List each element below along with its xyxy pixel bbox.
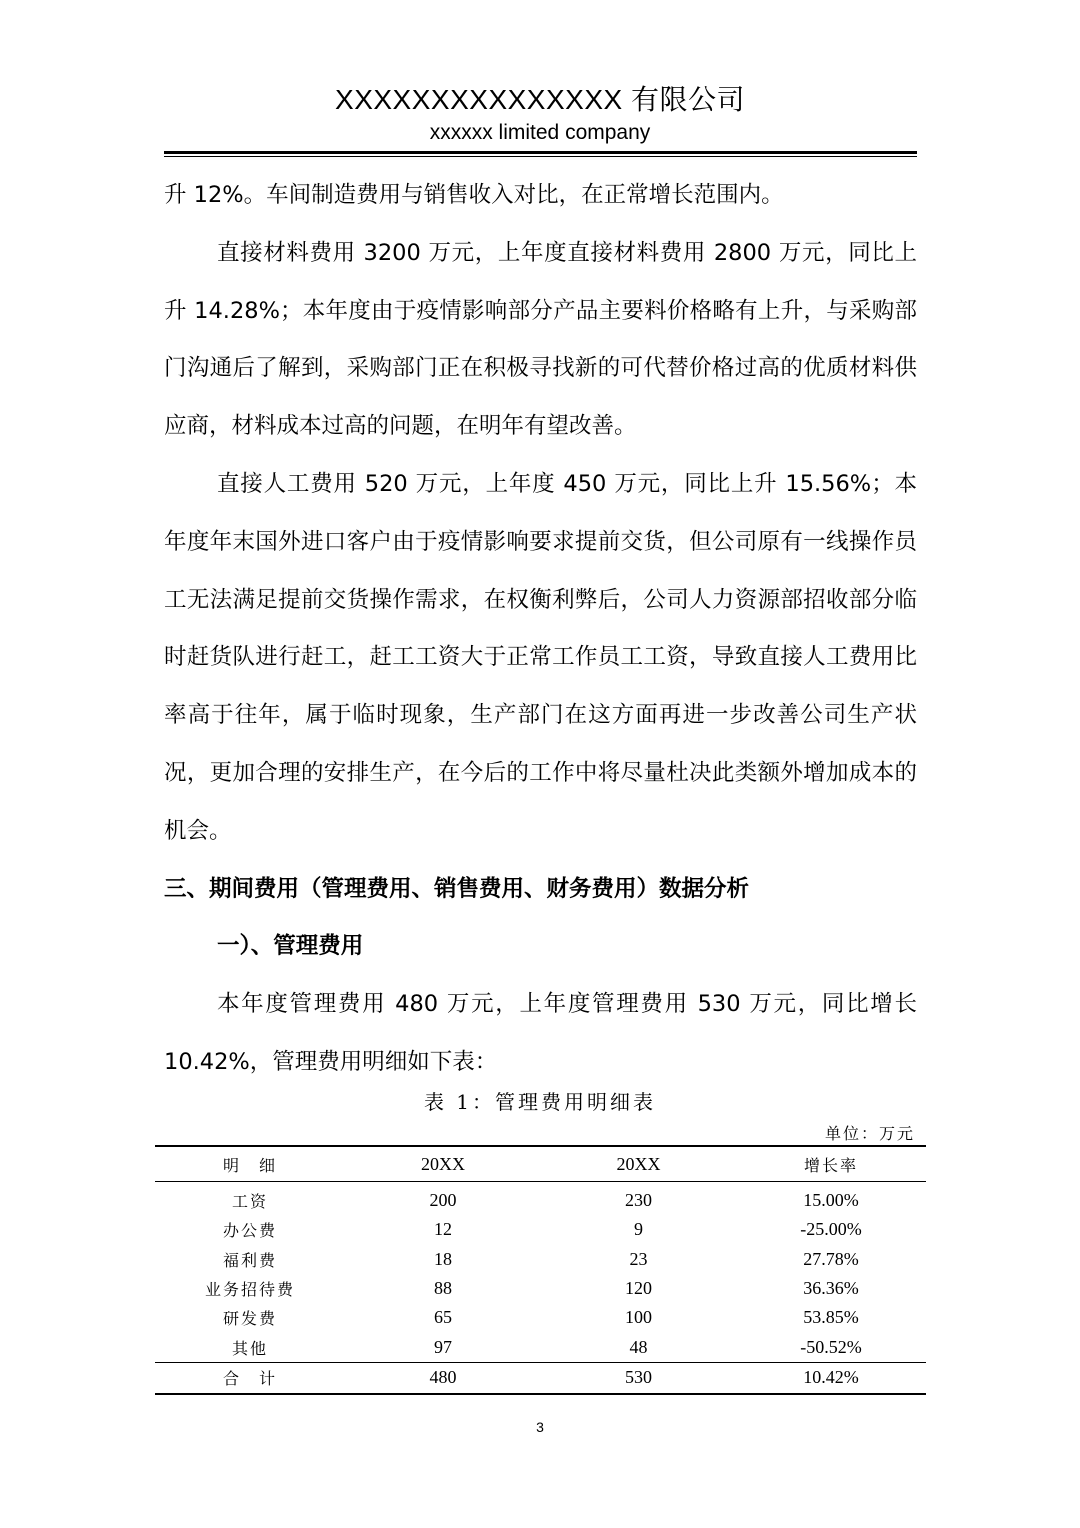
row-value-year-1: 18	[434, 1248, 452, 1269]
row-item: 研发费	[222, 1309, 277, 1329]
section-heading: 三、期间费用（管理费用、销售费用、财务费用）数据分析	[164, 875, 750, 902]
row-value-year-2: 100	[625, 1307, 652, 1328]
row-item: 办公费	[222, 1221, 277, 1241]
admin-expense-table	[155, 1145, 926, 1395]
row-item: 其他	[231, 1338, 268, 1358]
row-value-year-1: 12	[434, 1219, 452, 1240]
row-value-year-2: 230	[625, 1190, 652, 1211]
paragraph-admin-expenses: 本年度管理费用 480 万元，上年度管理费用 530 万元，同比增长 10.42%，管理费用明细如下表：	[164, 991, 917, 1075]
row-growth: 27.78%	[803, 1248, 859, 1269]
row-value-year-1: 65	[434, 1307, 452, 1328]
row-value-year-2: 9	[634, 1219, 643, 1240]
total-growth: 10.42%	[736, 1362, 926, 1394]
header-year-1: 20XX	[345, 1146, 541, 1182]
table-row	[155, 1274, 926, 1303]
table-total-row	[155, 1362, 926, 1394]
total-label: 合 计	[155, 1362, 345, 1394]
table-caption: 表 1：管理费用明细表	[423, 1090, 657, 1114]
paragraph-direct-labor: 直接人工费用 520 万元，上年度 450 万元，同比上升 15.56%；本年度年末国外进口客户由于疫情影响要求提前交货，但公司原有一线操作员工无法满足提前交货操作需求，在权衡利弊后，公司人力资源部招收部分临时赶货队进行赶工，赶工工资大于正常工作员工工资，导致直接人工费用比率高于往年，属于临时现象，生产部门在这方面再进一步改善公司生产状况，更加合理的安排生产，在今后的工作中将尽量杜决此类额外增加成本的机会。	[164, 470, 917, 844]
row-growth: 36.36%	[803, 1278, 859, 1299]
paragraph-direct-materials: 直接材料费用 3200 万元，上年度直接材料费用 2800 万元，同比上升 14.28%；本年度由于疫情影响部分产品主要料价格略有上升，与采购部门沟通后了解到，采购部门正在积极寻找新的可代替价格过高的优质材料供应商，材料成本过高的问题，在明年有望改善。	[164, 239, 917, 440]
subsection-heading: 一）、管理费用	[217, 933, 364, 960]
row-growth: -50.52%	[800, 1336, 862, 1357]
company-name-english: xxxxxx limited company	[429, 121, 651, 144]
total-year-2: 530	[541, 1362, 736, 1394]
header-rule-thin	[164, 156, 917, 157]
row-value-year-1: 88	[434, 1278, 452, 1299]
header-detail: 明 细	[155, 1146, 345, 1182]
row-value-year-2: 120	[625, 1278, 652, 1299]
page-number: 3	[536, 1419, 544, 1435]
row-value-year-2: 23	[629, 1248, 648, 1269]
row-item: 工资	[231, 1192, 268, 1212]
header-rule-thick	[164, 151, 917, 154]
row-item: 福利费	[222, 1250, 277, 1270]
table-header-row	[155, 1146, 926, 1182]
table-row	[155, 1215, 926, 1244]
row-value-year-2: 48	[629, 1336, 648, 1357]
row-value-year-1: 97	[434, 1336, 452, 1357]
document-body	[164, 167, 917, 1092]
row-growth: 53.85%	[803, 1307, 859, 1328]
row-item: 业务招待费	[204, 1280, 295, 1300]
total-year-1: 480	[345, 1362, 541, 1394]
row-growth: -25.00%	[800, 1219, 862, 1240]
table-unit: 单位：万元	[824, 1124, 915, 1143]
header-growth-rate: 增长率	[736, 1146, 926, 1182]
paragraph-continuation: 升 12%。车间制造费用与销售收入对比，在正常增长范围内。	[164, 182, 784, 208]
company-name: XXXXXXXXXXXXXXX 有限公司	[335, 84, 745, 115]
table-row	[155, 1245, 926, 1274]
table-row	[155, 1182, 926, 1216]
row-growth: 15.00%	[803, 1190, 859, 1211]
table-row	[155, 1332, 926, 1362]
header-year-2: 20XX	[541, 1146, 736, 1182]
row-value-year-1: 200	[429, 1190, 457, 1211]
table-row	[155, 1303, 926, 1332]
